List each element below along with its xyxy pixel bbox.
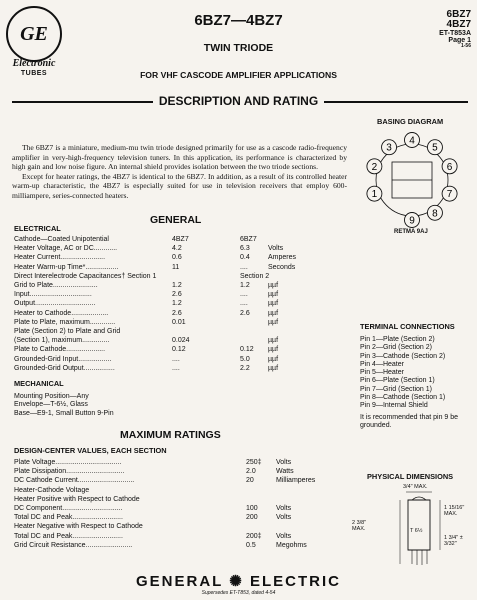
pin-number: 2 [371, 161, 378, 173]
page-title: 6BZ7—4BZ7 [194, 12, 283, 29]
code-page: Page 1 [448, 37, 471, 44]
spec-unit: µµf [268, 300, 279, 308]
spec-label: Heater Current....................... [14, 254, 106, 262]
pin-number: 1 [371, 189, 378, 201]
spec-value-b: Section 2 [240, 272, 270, 280]
electrical-heading: ELECTRICAL [14, 224, 61, 233]
spec-value-a: 0.01 [172, 318, 186, 326]
terminal-item: Pin 6—Plate (Section 1) [360, 377, 435, 385]
section-title-wrap [0, 92, 477, 110]
pin-number: 8 [432, 208, 438, 220]
spec-label: Grounded-Grid Output................ [14, 364, 115, 372]
spec-label: (Section 1), maximum.............. [14, 337, 110, 345]
max-unit: Volts [276, 505, 292, 512]
dim-left: 2 3/8" MAX. [352, 520, 367, 532]
spec-value-b: .... [240, 263, 248, 271]
max-label: Grid Circuit Resistance........................ [14, 541, 133, 549]
terminal-list [360, 336, 445, 411]
logo-subtitle: Electronic [12, 58, 56, 69]
physical-heading: PHYSICAL DIMENSIONS [367, 472, 454, 481]
document-code [439, 10, 471, 49]
mechanical-list [14, 393, 114, 418]
spec-value-a: .... [172, 364, 180, 372]
spec-value-a: .... [172, 355, 180, 363]
spec-unit: µµf [268, 291, 279, 299]
subtitle: TWIN TRIODE [203, 42, 274, 54]
mechanical-item: Mounting Position—Any [14, 393, 89, 400]
code-6bz7: 6BZ7 [446, 9, 471, 20]
spec-value-b: 2.2 [240, 364, 250, 372]
spec-value-b: .... [240, 291, 248, 299]
pin-number: 3 [386, 142, 392, 154]
max-label: Heater Negative with Respect to Cathode [14, 523, 143, 531]
logo-mark: GE [20, 22, 48, 45]
spec-label: Cathode—Coated Unipotential [14, 236, 109, 243]
dim-right2: 1 3/4" ± 3/32" [444, 535, 463, 547]
spec-label: Input................................ [14, 291, 92, 299]
footer-brand: GENERAL ✺ ELECTRIC [136, 573, 341, 590]
spec-value-a: 2.6 [172, 309, 182, 317]
spec-unit: µµf [268, 346, 279, 354]
spec-value-a: 4BZ7 [172, 236, 189, 243]
spec-value-b: 1.2 [240, 282, 250, 289]
spec-unit: Volts [268, 245, 284, 253]
terminal-heading: TERMINAL CONNECTIONS [360, 322, 455, 331]
max-value: 2.0 [246, 468, 256, 476]
max-label: Heater Positive with Respect to Cathode [14, 495, 140, 503]
spec-value-a: 4.2 [172, 245, 182, 253]
spec-value-a: 0.024 [172, 337, 190, 345]
max-unit: Milliamperes [276, 477, 316, 485]
max-label: DC Cathode Current............................. [14, 477, 135, 485]
max-label: Total DC and Peak.......................... [14, 532, 123, 540]
dim-top: 3/4" MAX. [403, 484, 428, 490]
spec-value-a: 11 [172, 263, 180, 271]
terminal-note: It is recommended that pin 9 be grounded. [360, 414, 459, 430]
tagline: FOR VHF CASCODE AMPLIFIER APPLICATIONS [140, 70, 337, 80]
spec-label: Plate to Plate, maximum............. [14, 318, 116, 326]
spec-label: Grounded-Grid Input................. [14, 355, 112, 363]
max-value: 0.5 [246, 541, 256, 549]
footer-supersedes: Supersedes ET-T853, dated 4-54 [201, 590, 276, 596]
max-label: Plate Dissipation.............................. [14, 468, 125, 476]
spec-label: Heater to Cathode................... [14, 309, 109, 317]
terminal-item: Pin 1—Plate (Section 2) [360, 336, 435, 343]
mechanical-item: Base—E9-1, Small Button 9-Pin [14, 409, 114, 417]
spec-value-b: .... [240, 300, 248, 308]
general-heading: GENERAL [150, 214, 202, 226]
max-label: Total DC and Peak.......................... [14, 514, 123, 522]
spec-value-b: 2.6 [240, 309, 250, 317]
code-4bz7: 4BZ7 [446, 19, 471, 30]
spec-value-a: 1.2 [172, 300, 182, 308]
spec-label: Grid to Plate....................... [14, 282, 98, 289]
max-label: Heater-Cathode Voltage [14, 486, 90, 494]
pin-number: 5 [432, 142, 438, 154]
spec-value-a: 0.12 [172, 346, 186, 354]
spec-value-b: 5.0 [240, 355, 250, 363]
max-unit: Watts [276, 468, 294, 476]
spec-value-b: 6.3 [240, 245, 250, 253]
spec-value-a: 1.2 [172, 282, 182, 289]
terminal-item: Pin 3—Cathode (Section 2) [360, 352, 446, 360]
terminal-item: Pin 8—Cathode (Section 1) [360, 394, 446, 402]
code-et: ET-T853A [439, 30, 471, 37]
max-unit: Megohms [276, 541, 307, 549]
bulb-size: T 6½ [410, 528, 423, 534]
pin-number: 4 [409, 135, 415, 147]
spec-label: Plate to Cathode.................... [14, 346, 106, 354]
max-ratings-subheading: DESIGN-CENTER VALUES, EACH SECTION [14, 446, 167, 455]
max-label: Plate Voltage.................................. [14, 459, 122, 466]
spec-label: Plate (Section 2) to Plate and Grid [14, 328, 121, 335]
electrical-table [14, 236, 349, 376]
spec-label: Direct Interelectrode Capacitances† Section 1 [14, 272, 157, 280]
max-value: 20 [246, 477, 254, 485]
spec-unit: µµf [268, 355, 279, 363]
basing-diagram [362, 130, 462, 230]
terminal-item: Pin 4—Heater [360, 360, 404, 368]
description-paragraph-1: The 6BZ7 is a miniature, medium-mu twin triode designed primarily for use as a cascode radio-frequency amplifier in very-high-frequency television tuners. In this application, its performance is characterized by high gain and low noise figure. An internal shield provides isolation between the two triode sections. [12, 143, 347, 172]
basing-caption: RETMA 9AJ [394, 229, 428, 235]
terminal-item: Pin 9—Internal Shield [360, 402, 428, 410]
max-unit: Volts [276, 532, 292, 540]
terminal-item: Pin 2—Grid (Section 2) [360, 344, 432, 352]
dim-right: 1 15/16" MAX. [444, 505, 465, 517]
logo-tubes-label: TUBES [20, 70, 48, 77]
spec-unit: µµf [268, 318, 279, 326]
tube-envelope [408, 500, 430, 550]
spec-unit: Seconds [268, 263, 296, 271]
spec-value-b: 6BZ7 [240, 236, 257, 243]
description [12, 143, 347, 201]
pin-number: 6 [446, 161, 453, 173]
spec-value-a: 2.6 [172, 291, 182, 299]
code-date: 1-56 [460, 43, 471, 49]
pin-number: 9 [409, 215, 415, 227]
max-unit: Volts [276, 459, 292, 466]
spec-value-a: 0.6 [172, 254, 182, 262]
mechanical-item: Envelope—T-6½, Glass [14, 401, 88, 409]
spec-unit: µµf [268, 337, 279, 345]
spec-value-b: 0.12 [240, 346, 254, 354]
max-unit: Volts [276, 514, 292, 522]
max-label: DC Component............................... [14, 505, 123, 512]
spec-unit: Amperes [268, 254, 297, 262]
pin-number: 7 [446, 189, 453, 201]
max-value: 200 [246, 514, 258, 522]
terminal-item: Pin 5—Heater [360, 369, 404, 377]
mechanical-heading: MECHANICAL [14, 379, 64, 388]
max-value: 250‡ [246, 459, 262, 466]
spec-label: Output............................... [14, 300, 96, 308]
spec-label: Heater Voltage, AC or DC............ [14, 245, 118, 253]
terminal-item: Pin 7—Grid (Section 1) [360, 385, 432, 393]
spec-unit: µµf [268, 282, 279, 289]
max-value: 100 [246, 505, 258, 512]
spec-label: Heater Warm-up Time*................. [14, 263, 119, 271]
max-value: 200‡ [246, 532, 262, 540]
max-ratings-heading: MAXIMUM RATINGS [120, 429, 221, 441]
spec-value-b: 0.4 [240, 254, 250, 262]
max-ratings-table [14, 459, 349, 551]
section-title: DESCRIPTION AND RATING [153, 94, 324, 108]
spec-unit: µµf [268, 364, 279, 372]
description-paragraph-2: Except for heater ratings, the 4BZ7 is identical to the 6BZ7. In addition, as a result of its controlled heater warm-up characteristic, the 4BZ7 is especially suited for use in television receivers that employ 600-milliampere, series-connected heaters. [12, 171, 347, 200]
basing-heading: BASING DIAGRAM [377, 117, 444, 126]
spec-unit: µµf [268, 309, 279, 317]
